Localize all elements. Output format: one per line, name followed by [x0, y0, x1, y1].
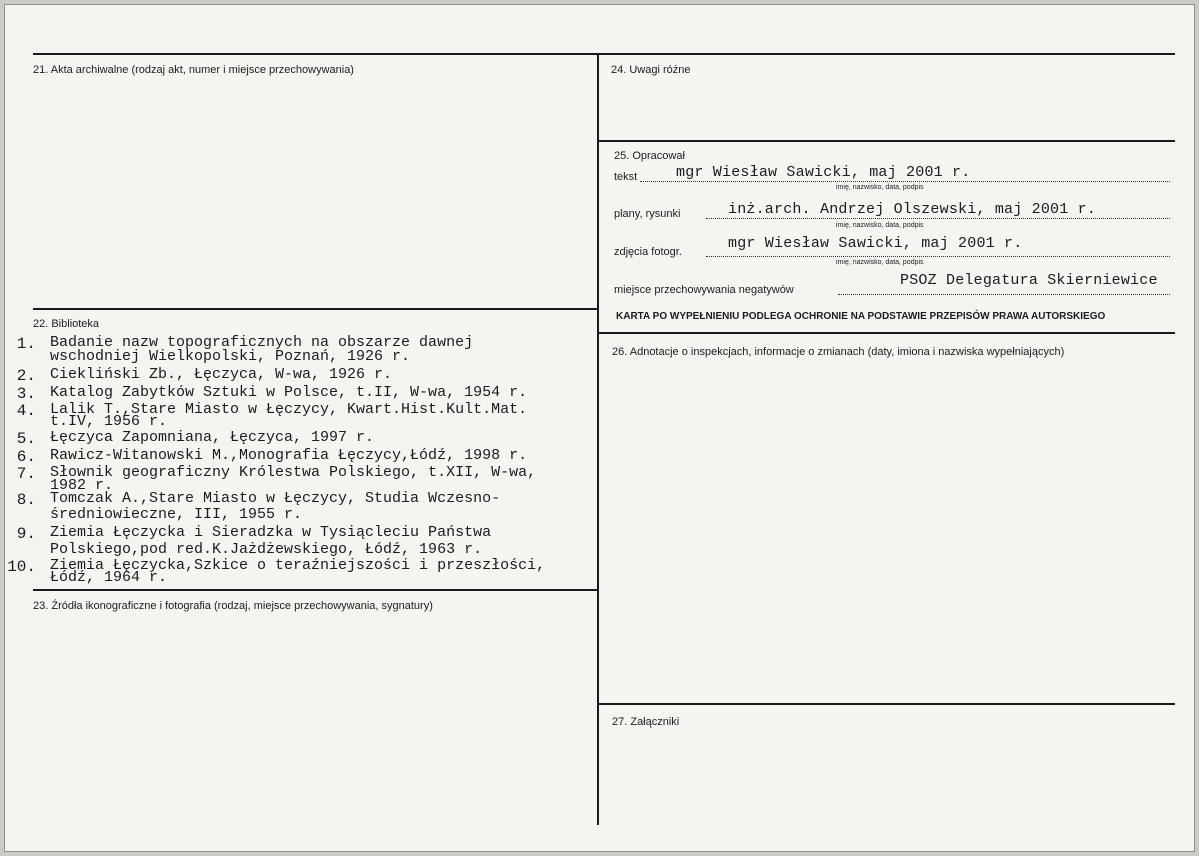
- bibliography-item: [0, 464, 1199, 494]
- section-22-label: 22. Biblioteka: [33, 318, 100, 330]
- bibliography-number: 5.: [16, 430, 36, 448]
- bibliography-text: średniowieczne, III, 1955 r.: [50, 506, 303, 523]
- bibliography-item: [0, 334, 1199, 365]
- miejsce-label: miejsce przechowywania negatywów: [614, 284, 794, 296]
- bibliography-item: [0, 401, 1199, 430]
- tekst-caption: imię, nazwisko, data, podpis: [836, 184, 924, 191]
- top-rule: [33, 53, 1175, 55]
- tekst-value: mgr Wiesław Sawicki, maj 2001 r.: [676, 164, 971, 181]
- bibliography-number: 3.: [16, 385, 36, 403]
- bibliography-number: 6.: [16, 448, 36, 466]
- bibliography-text: Łódź, 1964 r.: [50, 569, 168, 586]
- bibliography-number: 10.: [7, 558, 36, 576]
- bibliography-text: Katalog Zabytków Sztuki w Polsce, t.II, W-wa, 1954 r.: [50, 384, 528, 401]
- rule-below-21: [33, 308, 599, 310]
- bibliography-text: t.IV, 1956 r.: [50, 413, 168, 430]
- copyright-notice: KARTA PO WYPEŁNIENIU PODLEGA OCHRONIE NA PODSTAWIE PRZEPISÓW PRAWA AUTORSKIEGO: [616, 311, 1106, 322]
- plany-dotted-line: [706, 218, 1170, 219]
- bibliography-number: 9.: [16, 525, 36, 543]
- section-26-label: 26. Adnotacje o inspekcjach, informacje o zmianach (daty, imiona i nazwiska wypełniających): [612, 346, 1065, 358]
- plany-caption: imię, nazwisko, data, podpis: [836, 222, 924, 229]
- zdjecia-value: mgr Wiesław Sawicki, maj 2001 r.: [728, 235, 1023, 252]
- bibliography-text: Rawicz-Witanowski M.,Monografia Łęczycy,Łódź, 1998 r.: [50, 447, 528, 464]
- rule-below-24: [599, 140, 1175, 142]
- section-23-label: 23. Źródła ikonograficzne i fotografia (rodzaj, miejsce przechowywania, sygnatury): [33, 600, 433, 612]
- bibliography-text: Lalik T.,Stare Miasto w Łęczycy, Kwart.Hist.Kult.Mat.: [50, 401, 528, 418]
- zdjecia-label: zdjęcia fotogr.: [614, 246, 682, 258]
- zdjecia-caption: imię, nazwisko, data, podpis: [836, 259, 924, 266]
- rule-below-22: [33, 589, 599, 591]
- bibliography-number: 2.: [16, 367, 36, 385]
- plany-value: inż.arch. Andrzej Olszewski, maj 2001 r.: [728, 201, 1097, 218]
- record-card: [4, 4, 1195, 852]
- miejsce-value: PSOZ Delegatura Skierniewice: [900, 272, 1158, 289]
- plany-label: plany, rysunki: [614, 208, 681, 220]
- bibliography-number: 4.: [16, 402, 36, 420]
- bibliography-item: [0, 490, 1199, 523]
- bibliography-text: Ziemia Łęczycka,Szkice o teraźniejszości i przeszłości,: [50, 557, 546, 574]
- rule-below-25: [599, 332, 1175, 334]
- bibliography-text: Badanie nazw topograficznych na obszarze dawnej: [50, 334, 474, 351]
- bibliography-item: [0, 524, 1199, 558]
- bibliography-number: 8.: [16, 491, 36, 509]
- bibliography-text: Ciekliński Zb., Łęczyca, W-wa, 1926 r.: [50, 366, 393, 383]
- section-21-label: 21. Akta archiwalne (rodzaj akt, numer i miejsce przechowywania): [33, 64, 354, 76]
- rule-below-26: [599, 703, 1175, 705]
- tekst-label: tekst: [614, 171, 638, 183]
- tekst-dotted-line: [640, 181, 1170, 182]
- bibliography-text: wschodniej Wielkopolski, Poznań, 1926 r.: [50, 348, 411, 365]
- zdjecia-dotted-line: [706, 256, 1170, 257]
- bibliography-text: Łęczyca Zapomniana, Łęczyca, 1997 r.: [50, 429, 375, 446]
- bibliography-number: 1.: [16, 335, 36, 353]
- bibliography-text: Tomczak A.,Stare Miasto w Łęczycy, Studia Wczesno-: [50, 490, 501, 507]
- bibliography-item: [0, 557, 1199, 586]
- miejsce-dotted-line: [838, 294, 1170, 295]
- bibliography-text: Ziemia Łęczycka i Sieradzka w Tysiącleciu Państwa: [50, 524, 492, 541]
- section-27-label: 27. Załączniki: [612, 716, 680, 728]
- bibliography-text: Słownik geograficzny Królestwa Polskiego, t.XII, W-wa,: [50, 464, 537, 481]
- section-25-label: 25. Opracował: [614, 150, 685, 162]
- bibliography-text: Polskiego,pod red.K.Jażdżewskiego, Łódź, 1963 r.: [50, 541, 483, 558]
- bibliography-text: 1982 r.: [50, 477, 114, 494]
- section-24-label: 24. Uwagi różne: [611, 64, 691, 76]
- bibliography-number: 7.: [16, 465, 36, 483]
